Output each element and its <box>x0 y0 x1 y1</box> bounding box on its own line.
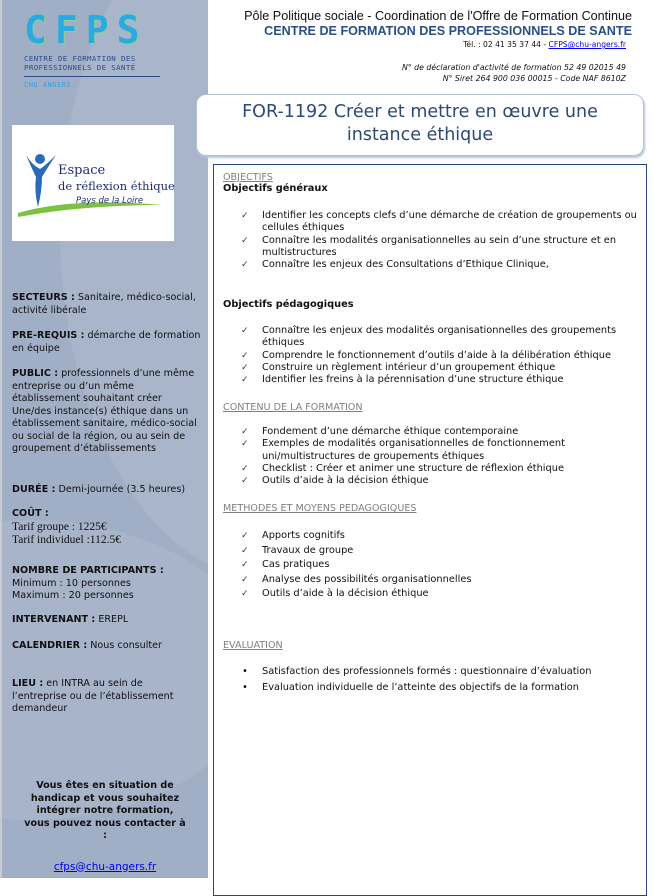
duree-label: DURÉE : <box>12 484 56 495</box>
list-item <box>241 438 641 463</box>
list-item-text: Fondement d’une démarche éthique contemporaine <box>262 426 519 437</box>
list-item <box>241 235 641 260</box>
list-item-text: Outils d’aide à la décision éthique <box>262 588 429 600</box>
sidebar-edge <box>0 0 2 878</box>
list-item <box>241 463 641 475</box>
list-item-text: Checklist : Créer et animer une structure de réflexion éthique <box>262 462 564 474</box>
check-icon: ✓ <box>241 589 249 600</box>
header-contact <box>208 40 626 49</box>
bullet-icon: • <box>242 681 248 693</box>
page-title <box>197 101 643 147</box>
participants-min: Minimum : 10 personnes <box>12 577 131 589</box>
list-item <box>241 210 641 235</box>
check-icon: ✓ <box>241 545 249 556</box>
check-icon: ✓ <box>241 463 249 474</box>
info-intervenant <box>12 614 202 627</box>
subtitle-objectifs-pedagogiques: Objectifs pédagogiques <box>223 299 354 310</box>
list-item-text: Identifier les concepts clefs d’une démarche de création de groupements ou cellules éthiques <box>262 210 637 234</box>
list-item-text: Connaître les enjeux des modalités organisationnelles des groupements éthiques <box>262 325 617 349</box>
secteurs-value: Sanitaire, médico-social, activité libérale <box>12 292 196 316</box>
list-item-text: Cas pratiques <box>262 559 330 571</box>
intervenant-value: EREPL <box>95 614 129 625</box>
list-item-text: Connaître les enjeux des Consultations d’Ethique Clinique, <box>262 259 549 271</box>
secteurs-label: SECTEURS : <box>12 292 75 303</box>
list-item-text: Travaux de groupe <box>262 544 354 556</box>
public-value: professionnels d’une même entreprise ou d’un même établissement souhaitant créer Une/des instance(s) éthique dans un établissement sanitaire, médico-social ou social de la région, ou au sein de groupement d’établissements <box>12 368 197 454</box>
header-siret: N° Siret 264 900 036 00015 - Code NAF 8610Z <box>442 74 626 83</box>
subtitle-objectifs-generaux: Objectifs généraux <box>223 183 328 194</box>
bullet-icon: • <box>242 666 248 677</box>
prerequis-value: démarche de formation en équipe <box>12 330 201 354</box>
header-pole: Pôle Politique sociale - Coordination de l'Offre de Formation Continue <box>244 9 632 23</box>
cfps-logo-chu: CHU ANGERS <box>24 81 72 89</box>
info-secteurs <box>12 292 202 317</box>
list-item <box>241 558 641 573</box>
page-title-line2: instance éthique <box>346 125 494 145</box>
cfps-logo <box>24 10 164 89</box>
lieu-value: en INTRA au sein de l’entreprise ou de l’établissement demandeur <box>12 678 174 714</box>
list-methodes <box>241 529 641 602</box>
handicap-notice <box>8 780 202 873</box>
list-item-text: Construire un règlement intérieur d’un groupement éthique <box>262 361 556 373</box>
info-lieu <box>12 678 192 716</box>
list-evaluation <box>242 664 642 695</box>
list-item-text: Connaître les modalités organisationnelles au sein d’une structure et en multistructures <box>262 234 617 258</box>
cfps-logo-line2: PROFESSIONNELS DE SANTÉ <box>24 63 136 72</box>
cfps-logo-letters: CFPS <box>24 8 148 52</box>
list-item-text: Outils d’aide à la décision éthique <box>262 475 429 487</box>
section-title-evaluation: EVALUATION <box>223 640 283 651</box>
info-participants <box>12 565 202 603</box>
list-item <box>241 362 641 374</box>
public-label: PUBLIC : <box>12 368 59 379</box>
calendrier-value: Nous consulter <box>87 640 163 651</box>
info-calendrier <box>12 640 202 653</box>
list-item-text: Identifier les freins à la pérennisation d’une structure éthique <box>262 374 564 386</box>
info-duree <box>12 484 202 497</box>
partner-logo-line3: Pays de la Loire <box>76 196 144 206</box>
intervenant-label: INTERVENANT : <box>12 614 96 625</box>
info-prerequis <box>12 330 202 355</box>
calendrier-label: CALENDRIER : <box>12 640 88 651</box>
handicap-text: Vous êtes en situation de handicap et vous souhaitez intégrer notre formation, vous pouvez nous contacter à : <box>24 780 186 841</box>
list-contenu <box>241 426 641 487</box>
page-title-line1: FOR-1192 Créer et mettre en œuvre une <box>242 102 598 122</box>
cout-label: COÛT : <box>12 508 49 519</box>
section-title-contenu: CONTENU DE LA FORMATION <box>223 402 363 413</box>
list-item-text: Satisfaction des professionnels formés : questionnaire d’évaluation <box>262 666 592 677</box>
list-objectifs-pedagogiques <box>241 325 641 386</box>
info-cout <box>12 508 202 547</box>
list-item <box>241 529 641 544</box>
check-icon: ✓ <box>241 260 249 271</box>
check-icon: ✓ <box>241 531 249 541</box>
list-item-text: Exemples de modalités organisationnelles de fonctionnement uni/multistructures de groupements éthiques <box>262 438 565 462</box>
check-icon: ✓ <box>241 476 249 487</box>
partner-logo-line2: de réflexion éthique <box>58 179 175 193</box>
section-title-objectifs: OBJECTIFS <box>223 172 273 183</box>
list-item <box>242 664 642 680</box>
partner-logo <box>12 125 174 241</box>
header-tel: Tél. : 02 41 35 37 44 - <box>463 40 549 49</box>
participants-label: NOMBRE DE PARTICIPANTS : <box>12 565 164 576</box>
main-content <box>213 164 647 896</box>
list-item-text: Comprendre le fonctionnement d’outils d’aide à la délibération éthique <box>262 349 611 361</box>
check-icon: ✓ <box>241 427 249 437</box>
header-email-link[interactable]: CFPS@chu-angers.fr <box>548 40 626 49</box>
list-item <box>241 544 641 559</box>
duree-value: Demi-journée (3.5 heures) <box>55 484 186 495</box>
title-box <box>196 94 644 156</box>
list-item-text: Apports cognitifs <box>262 530 345 541</box>
sidebar <box>0 0 208 878</box>
header-centre: CENTRE DE FORMATION DES PROFESSIONNELS DE SANTE <box>264 24 632 38</box>
list-item <box>241 587 641 602</box>
list-item-text: Evaluation individuelle de l’atteinte des objectifs de la formation <box>262 681 579 693</box>
info-public <box>12 368 197 456</box>
list-item <box>241 426 641 438</box>
check-icon: ✓ <box>241 326 249 336</box>
participants-max: Maximum : 20 personnes <box>12 590 134 601</box>
check-icon: ✓ <box>241 375 249 386</box>
cfps-logo-line1: CENTRE DE FORMATION DES <box>24 54 136 63</box>
list-item <box>241 374 641 386</box>
check-icon: ✓ <box>241 235 249 246</box>
list-item <box>241 350 641 362</box>
list-item <box>241 325 641 350</box>
check-icon: ✓ <box>241 350 249 361</box>
handicap-email-link[interactable]: cfps@chu-angers.fr <box>53 860 157 873</box>
check-icon: ✓ <box>241 362 249 373</box>
cfps-logo-rule <box>24 76 160 77</box>
check-icon: ✓ <box>241 560 249 571</box>
header-declaration: N° de déclaration d'activité de formation 52 49 02015 49 <box>401 63 626 72</box>
tarif-individuel: Tarif individuel :112.5€ <box>12 533 121 546</box>
tarif-groupe: Tarif groupe : 1225€ <box>12 520 107 533</box>
list-item <box>241 475 641 487</box>
partner-logo-line1: Espace <box>58 163 106 178</box>
section-title-methodes: METHODES ET MOYENS PEDAGOGIQUES <box>223 503 417 514</box>
list-objectifs-generaux <box>241 210 641 271</box>
list-item-text: Analyse des possibilités organisationnelles <box>262 573 472 585</box>
check-icon: ✓ <box>241 211 249 221</box>
list-item <box>241 259 641 271</box>
list-item <box>241 573 641 588</box>
check-icon: ✓ <box>241 439 249 450</box>
list-item <box>242 680 642 696</box>
check-icon: ✓ <box>241 574 249 585</box>
lieu-label: LIEU : <box>12 678 44 689</box>
prerequis-label: PRE-REQUIS : <box>12 330 85 341</box>
